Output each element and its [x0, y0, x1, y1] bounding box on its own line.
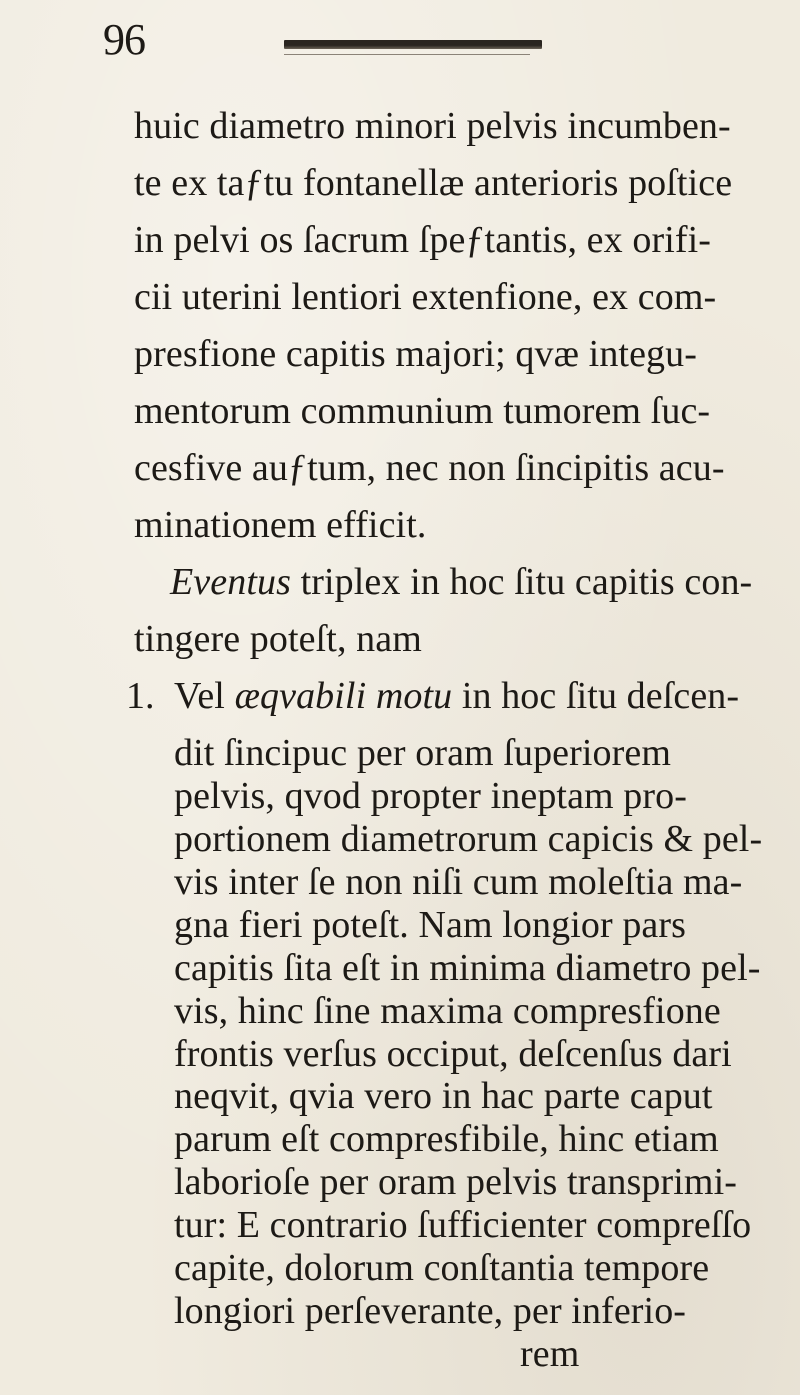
italic-eventus: Eventus: [170, 561, 291, 603]
header-rule-thin: [284, 54, 530, 55]
page-number: 96: [103, 15, 145, 64]
text-line-11: [174, 677, 739, 715]
text-line-17: capitis ſita eſt in minima diametro pel-: [174, 947, 761, 989]
text-line-4: cii uterini lentiori extenfione, ex com-: [134, 276, 717, 318]
text-line-9-rest: triplex in hoc ſitu capitis con-: [291, 561, 753, 603]
text-line-19: frontis verſus occiput, deſcenſus dari: [174, 1033, 732, 1075]
text-line-12: dit ſincipuc per oram ſuperiorem: [174, 732, 672, 774]
text-line-21: parum eſt compresfibile, hinc etiam: [174, 1118, 719, 1160]
text-line-20: neqvit, qvia vero in hac parte caput: [174, 1075, 713, 1117]
text-line-18: vis, hinc ſine maxima compresfione: [174, 990, 721, 1032]
text-line-5: presfione capitis majori; qvæ integu-: [134, 333, 698, 375]
text-line-24: capite, dolorum conſtantia tempore: [174, 1247, 710, 1289]
text-line-14: portionem diametrorum capicis & pel-: [174, 818, 763, 860]
italic-aeqvabili-motu: æqvabili motu: [234, 675, 453, 717]
text-line-15: vis inter ſe non niſi cum moleſtia ma-: [174, 861, 743, 903]
text-line-22: laborioſe per oram pelvis transprimi-: [174, 1161, 737, 1203]
text-line-1: huic diametro minori pelvis incumben-: [134, 105, 731, 147]
text-line-23: tur: E contrario ſufficienter compreſſo: [174, 1204, 752, 1246]
list-number-1: 1.: [126, 675, 155, 717]
text-line-25: longiori perſeverante, per inferio-: [174, 1290, 687, 1332]
text-line-8: minationem efficit.: [134, 504, 427, 546]
text-line-9: [170, 563, 752, 601]
text-line-7: cesfive auƒtum, nec non ſincipitis acu-: [134, 447, 725, 489]
text-line-26: rem: [520, 1333, 580, 1375]
text-line-11-b: in hoc ſitu deſcen-: [452, 675, 740, 717]
text-line-13: pelvis, qvod propter ineptam pro-: [174, 775, 688, 817]
text-line-2: te ex taƒtu fontanellæ anterioris poſtice: [134, 162, 733, 204]
text-line-6: mentorum communium tumorem ſuc-: [134, 390, 711, 432]
text-line-11-a: Vel: [174, 675, 235, 717]
text-line-16: gna fieri poteſt. Nam longior pars: [174, 904, 687, 946]
text-line-3: in pelvi os ſacrum ſpeƒtantis, ex orifi-: [134, 219, 712, 261]
header-rule: [284, 40, 542, 49]
text-line-10: tingere poteſt, nam: [134, 618, 422, 660]
